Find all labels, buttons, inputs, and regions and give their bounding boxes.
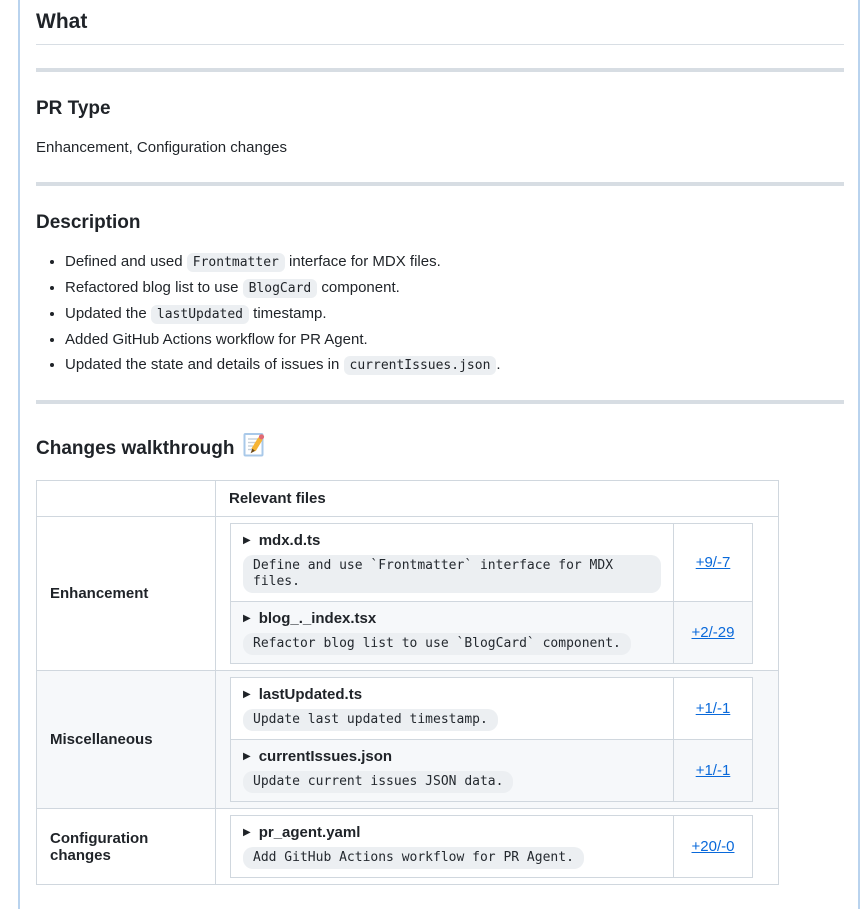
category-label: Enhancement [37,517,216,671]
section-divider [36,400,844,404]
table-row-miscellaneous [37,671,779,809]
file-entry [231,739,752,801]
section-title-what: What [36,8,844,45]
description-list [36,251,844,377]
file-group-box [230,815,753,878]
file-entry-main [231,740,673,801]
diff-stats-cell [673,816,752,877]
details-marker-icon: ▶ [243,688,251,700]
diff-stats-link[interactable]: +20/-0 [691,838,735,855]
file-name: pr_agent.yaml [258,824,361,841]
section-divider [36,182,844,186]
diff-stats-link[interactable]: +9/-7 [695,554,731,571]
table-header-row [37,481,779,517]
table-row-enhancement [37,517,779,671]
list-item [65,354,844,377]
diff-stats-cell [673,740,752,801]
details-marker-icon: ▶ [243,612,251,624]
diff-stats-cell [673,602,752,663]
list-item [65,251,844,274]
file-change-summary: Update current issues JSON data. [243,771,513,793]
bullet-text: timestamp. [249,305,327,322]
file-group-box [230,677,753,802]
file-details-summary[interactable] [243,684,661,705]
file-change-summary: Define and use `Frontmatter` interface for MDX files. [243,555,661,593]
diff-stats-link[interactable]: +2/-29 [691,624,735,641]
file-entry-main [231,678,673,739]
bullet-text: Added GitHub Actions workflow for PR Agent. [65,331,368,348]
file-name: mdx.d.ts [258,532,321,549]
table-row-configuration-changes [37,809,779,885]
section-title-changes-walkthrough [36,432,844,464]
category-label: Configuration changes [37,809,216,885]
file-name: blog_._index.tsx [258,610,377,627]
bullet-text: Updated the state and details of issues in [65,356,344,373]
file-details-summary[interactable] [243,746,661,767]
file-group-box [230,523,753,664]
file-name: currentIssues.json [258,748,393,765]
relevant-files-cell [216,809,779,885]
inline-code: lastUpdated [151,305,249,324]
walkthrough-table [36,480,779,885]
details-marker-icon: ▶ [243,750,251,762]
file-change-summary: Add GitHub Actions workflow for PR Agent. [243,847,584,869]
inline-code: Frontmatter [187,253,285,272]
file-change-summary: Update last updated timestamp. [243,709,498,731]
inline-code: BlogCard [243,279,318,298]
section-title-pr-type: PR Type [36,98,111,119]
bullet-text: Updated the [65,305,151,322]
diff-stats-cell [673,524,752,601]
section-title-description: Description [36,212,141,233]
file-details-summary[interactable] [243,608,661,629]
details-marker-icon: ▶ [243,826,251,838]
bullet-text: . [496,356,501,373]
list-item [65,277,844,300]
file-entry [231,678,752,739]
diff-stats-link[interactable]: +1/-1 [695,700,731,717]
file-entry [231,524,752,601]
diff-stats-link[interactable]: +1/-1 [695,762,731,779]
bullet-text: Refactored blog list to use [65,279,243,296]
memo-icon [243,432,266,464]
file-entry-main [231,602,673,663]
pr-type-value: Enhancement, Configuration changes [36,139,288,156]
list-item [65,329,844,351]
file-entry-main [231,816,673,877]
pr-description-panel [18,0,860,909]
details-marker-icon: ▶ [243,534,251,546]
category-label: Miscellaneous [37,671,216,809]
section-divider [36,68,844,72]
file-details-summary[interactable] [243,530,661,551]
list-item [65,303,844,326]
inline-code: currentIssues.json [344,356,497,375]
relevant-files-cell [216,671,779,809]
table-header-empty [37,481,216,517]
bullet-text: component. [317,279,400,296]
file-details-summary[interactable] [243,822,661,843]
file-name: lastUpdated.ts [258,686,363,703]
relevant-files-cell [216,517,779,671]
bullet-text: Defined and used [65,253,187,270]
file-entry [231,601,752,663]
changes-walkthrough-label: Changes walkthrough [36,437,235,459]
table-header-relevant-files: Relevant files [216,481,779,517]
file-entry [231,816,752,877]
bullet-text: interface for MDX files. [284,253,441,270]
file-entry-main [231,524,673,601]
file-change-summary: Refactor blog list to use `BlogCard` component. [243,633,631,655]
diff-stats-cell [673,678,752,739]
